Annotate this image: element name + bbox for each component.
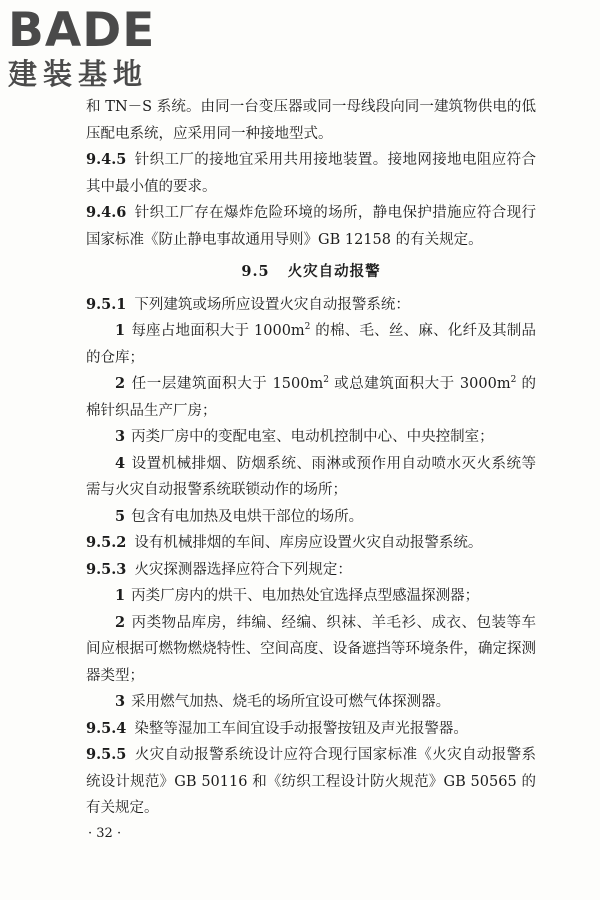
list-item: 1 每座占地面积大于 $1000m^2$ 的棉、毛、丝、麻、化纤及其制品的仓库；: [86, 322, 536, 366]
paragraph-intro: 和 TN－S 系统。由同一台变压器或同一母线段向同一建筑物供电的低压配电系统，应采用同一种接地型式。: [86, 99, 536, 142]
clause-number: 9.5.1: [86, 295, 127, 313]
clause-9-5-5: [86, 742, 536, 822]
list-item: 3 丙类厂房中的变配电室、电动机控制中心、中央控制室；: [115, 428, 494, 445]
brand-logo: [8, 4, 178, 92]
clause-9-4-5: [86, 147, 536, 200]
list-item: 1 丙类厂房内的烘干、电加热处宜选择点型感温探测器；: [115, 587, 480, 604]
section-title: 火灾自动报警: [287, 263, 381, 280]
clause-number: 9.4.5: [86, 151, 127, 168]
clause-number: 9.5.2: [86, 534, 127, 551]
section-number: 9.5: [241, 263, 270, 280]
clause-9-5-2: [86, 530, 536, 557]
list-item: 2 任一层建筑面积大于 $1500m^2$ 或总建筑面积大于 $3000m^2$ 的棉针织品生产厂房；: [86, 375, 536, 419]
list-item: 5 包含有电加热及电烘干部位的场所。: [115, 507, 364, 525]
list-item: 3 采用燃气加热、烧毛的场所宜设可燃气体探测器。: [115, 693, 451, 710]
clause-text: 设有机械排烟的车间、库房应设置火灾自动报警系统。: [134, 535, 483, 551]
clause-text: 针织工厂的接地宜采用共用接地装置。接地网接地电阻应符合其中最小值的要求。: [86, 152, 536, 195]
list-item: 4 设置机械排烟、防烟系统、雨淋或预作用自动喷水灭火系统等需与火灾自动报警系统联锁动作的场所；: [86, 454, 536, 498]
clause-9-5-1: [86, 292, 536, 319]
clause-text: 火灾自动报警系统设计应符合现行国家标准《火灾自动报警系统设计规范》GB 50116 和《纺织工程设计防火规范》GB 50565 的有关规定。: [86, 747, 536, 816]
clause-9-5-3: [86, 557, 536, 584]
clause-9-5-4: [86, 716, 536, 743]
logo-wordmark: BADE: [8, 3, 156, 58]
document-body: [86, 94, 536, 822]
clause-text: 下列建筑或场所应设置火灾自动报警系统：: [134, 296, 410, 313]
clause-9-4-6: [86, 200, 536, 253]
section-heading: [86, 259, 536, 286]
clause-text: 针织工厂存在爆炸危险环境的场所，静电保护措施应符合现行国家标准《防止静电事故通用导则》GB 12158 的有关规定。: [86, 205, 536, 248]
logo-subtitle: 建装基地: [8, 57, 149, 91]
clause-text: 染整等湿加工车间宜设手动报警按钮及声光报警器。: [134, 720, 468, 737]
clause-number: 9.5.5: [86, 746, 127, 763]
clause-number: 9.5.4: [86, 719, 127, 737]
clause-number: 9.5.3: [86, 560, 127, 578]
clause-number: 9.4.6: [86, 204, 127, 221]
page-number: · 32 ·: [88, 826, 122, 841]
clause-text: 火灾探测器选择应符合下列规定：: [134, 561, 352, 578]
list-item: 2 丙类物品库房，纬编、经编、织袜、羊毛衫、成衣、包装等车间应根据可燃物燃烧特性、空间高度、设备遮挡等环境条件，确定探测器类型；: [86, 613, 536, 684]
